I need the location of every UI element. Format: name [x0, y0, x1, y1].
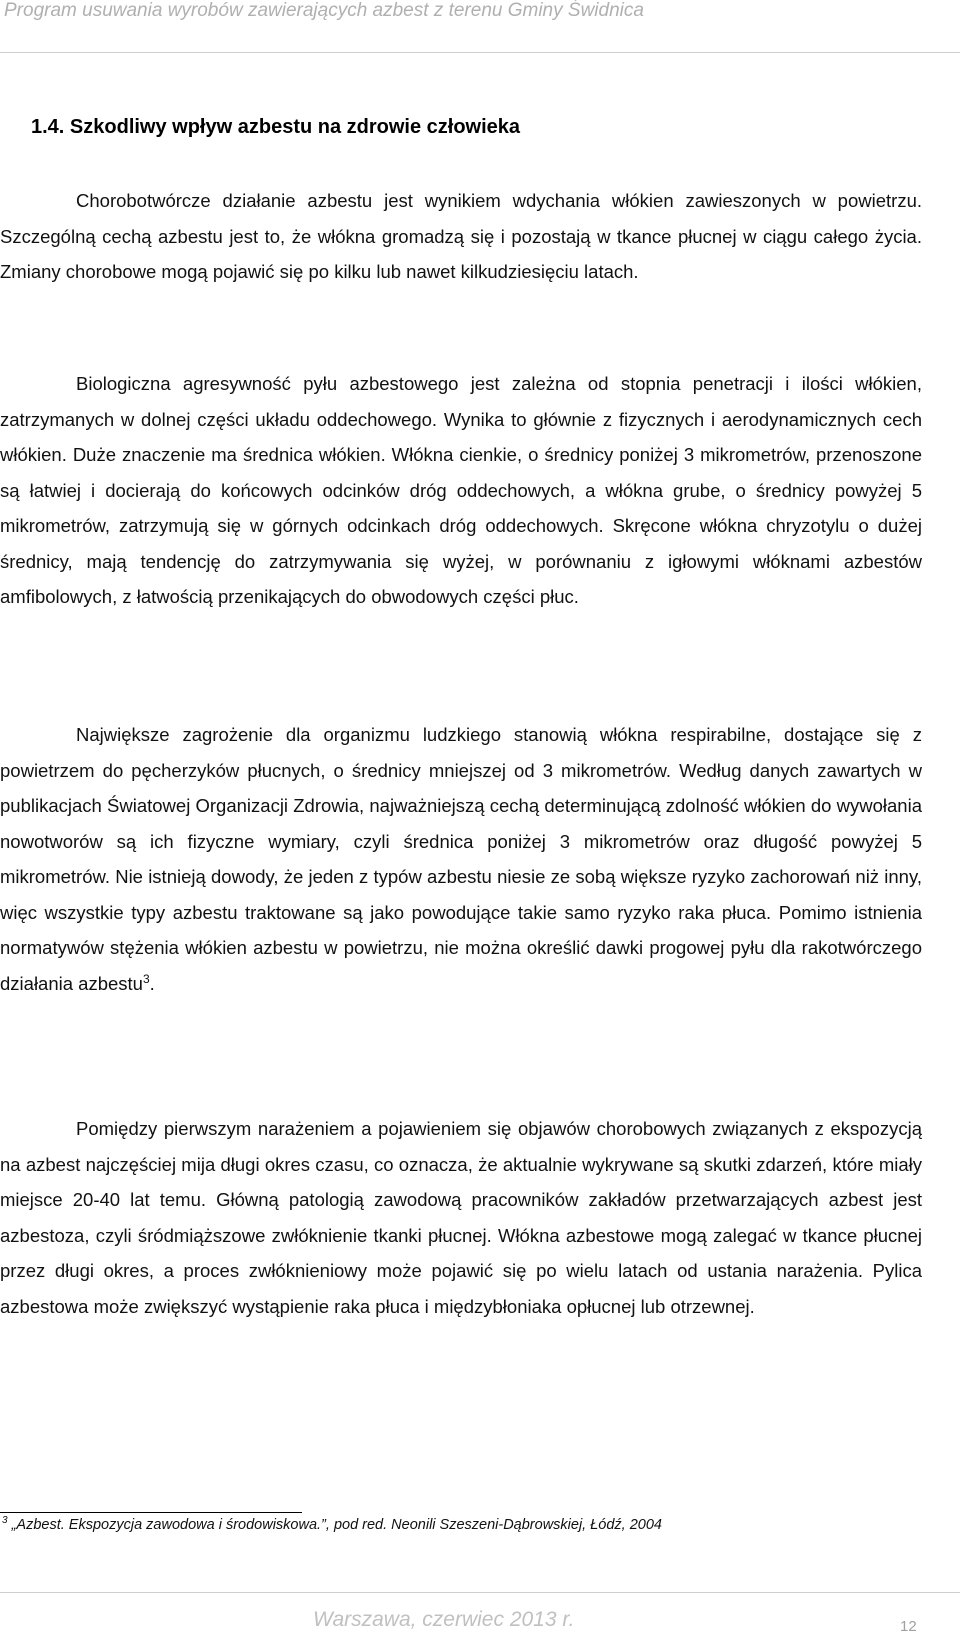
- page-header: [0, 0, 960, 53]
- footnote-details: , pod red. Neonili Szeszeni-Dąbrowskiej, Łódź, 2004: [325, 1517, 662, 1533]
- paragraph-2: [0, 366, 922, 615]
- paragraph-3: Największe zagrożenie dla organizmu ludzkiego stanowią włókna respirabilne, dostające się z powietrzem do pęcherzyków płucnych, o średnicy mniejszej od 3 mikrometrów. Według danych zawartych w publikacjach Światowej Organizacji Zdrowia, najważniejszą cechą determinującą zdolność włókien do wywołania nowotworów są ich fizyczne wymiary, czyli średnica poniżej 3 mikrometrów oraz długość powyżej 5 mikrometrów. Nie istnieją dowody, że jeden z typów azbestu niesie ze sobą większe ryzyko zachorowań niż inny, więc wszystkie typy azbestu traktowane są jako powodujące takie samo ryzyko raka płuca. Pomimo istnienia normatywów stężenia włókien azbestu w powietrzu, nie można określić dawki progowej pyłu dla rakotwórczego działania azbestu$^3$.: [0, 724, 922, 994]
- paragraph-4-text: Pomiędzy pierwszym narażeniem a pojawieniem się objawów chorobowych związanych z ekspozycją na azbest najczęściej mija długi okres czasu, co oznacza, że aktualnie wykrywane są skutki zdarzeń, które miały miejsce 20-40 lat temu. Główną patologią zawodową pracowników zakładów przetwarzających azbest jest azbestoza, czyli śródmiąższowe zwłóknienie tkanki płucnej. Włókna azbestowe mogą zalegać w tkance płucnej przez długi okres, a proces zwłóknieniowy może pojawić się po wielu latach od ustania narażenia. Pylica azbestowa może zwiększyć wystąpienie raka płuca i międzybłoniaka opłucnej lub otrzewnej.: [0, 1118, 922, 1317]
- paragraph-4: [0, 1111, 922, 1324]
- footnote-reference[interactable]: 3: [142, 971, 150, 986]
- page-number: 12: [900, 1618, 917, 1635]
- footnote-separator: [0, 1512, 302, 1513]
- footer-separator: [0, 1592, 960, 1593]
- footnote-marker: 3: [2, 1515, 8, 1527]
- paragraph-2-text: Biologiczna agresywność pyłu azbestowego jest zależna od stopnia penetracji i ilości włókien, zatrzymanych w dolnej części układu oddechowego. Wynika to głównie z fizycznych i aerodynamicznych cech włókien. Duże znaczenie ma średnica włókien. Włókna cienkie, o średnicy poniżej 3 mikrometrów, przenoszone są łatwiej i docierają do końcowych odcinków dróg oddechowych, a włókna grube, o średnicy powyżej 5 mikrometrów, zatrzymują się w górnych odcinkach dróg oddechowych. Skręcone włókna chryzotylu o dużej średnicy, mają tendencję do zatrzymywania się wyżej, w porównaniu z igłowymi włóknami azbestów amfibolowych, z łatwością przenikających do obwodowych części płuc.: [0, 373, 922, 607]
- paragraph-1: [0, 183, 922, 290]
- footnote-title: „Azbest. Ekspozycja zawodowa i środowiskowa.”: [11, 1517, 326, 1533]
- paragraph-3-text: Największe zagrożenie dla organizmu ludzkiego stanowią włókna respirabilne, dostające się z powietrzem do pęcherzyków płucnych, o średnicy mniejszej od 3 mikrometrów. Według danych zawartych w publikacjach Światowej Organizacji Zdrowia, najważniejszą cechą determinującą zdolność włókien do wywołania nowotworów są ich fizyczne wymiary, czyli średnica poniżej 3 mikrometrów oraz długość powyżej 5 mikrometrów. Nie istnieją dowody, że jeden z typów azbestu niesie ze sobą większe ryzyko zachorowań niż inny, więc wszystkie typy azbestu traktowane są jako powodujące takie samo ryzyko raka płuca. Pomimo istnienia normatywów stężenia włókien azbestu w powietrzu, nie można określić dawki progowej pyłu dla rakotwórczego działania azbestu: [0, 724, 922, 994]
- section-heading: 1.4. Szkodliwy wpływ azbestu na zdrowie człowieka: [31, 116, 521, 138]
- header-title: Program usuwania wyrobów zawierających azbest z terenu Gminy Świdnica: [4, 0, 644, 21]
- paragraph-1-text: Chorobotwórcze działanie azbestu jest wynikiem wdychania włókien zawieszonych w powietrzu. Szczególną cechą azbestu jest to, że włókna gromadzą się i pozostają w tkance płucnej w ciągu całego życia. Zmiany chorobowe mogą pojawić się po kilku lub nawet kilkudziesięciu latach.: [0, 190, 922, 282]
- footer-location-date: Warszawa, czerwiec 2013 r.: [313, 1608, 575, 1631]
- footnote: [2, 1517, 662, 1533]
